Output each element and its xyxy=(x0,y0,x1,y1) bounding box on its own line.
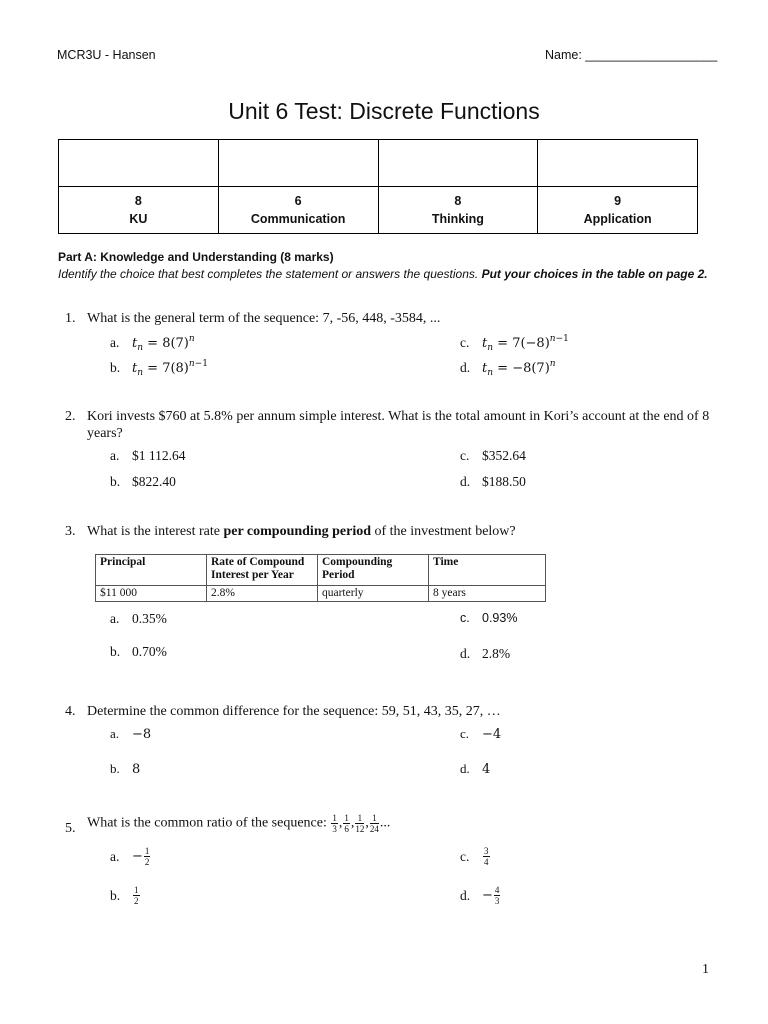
part-a-heading: Part A: Knowledge and Understanding (8 marks) xyxy=(58,250,334,264)
option-2c[interactable]: c. $352.64 xyxy=(460,448,526,463)
score-cell-ku[interactable] xyxy=(59,140,219,187)
header-cell: Rate of Compound Interest per Year xyxy=(207,555,318,586)
marks-cell: 8 KU xyxy=(59,187,219,234)
option-5d[interactable]: d. − $\frac{4}{3}$ xyxy=(460,885,500,906)
option-3d[interactable]: d. 2.8% xyxy=(460,646,511,661)
marks-cell: 6 Communication xyxy=(218,187,378,234)
option-1c[interactable]: c. $t_n = 7(-8)^{n-1}$ xyxy=(460,334,569,353)
header-cell: Compounding Period xyxy=(318,555,429,586)
score-cell-thinking[interactable] xyxy=(378,140,538,187)
option-5b[interactable]: b. $\frac{1}{2}$ xyxy=(110,885,139,906)
option-4c[interactable]: c. −4 xyxy=(460,726,502,742)
question-1-text: What is the general term of the sequence: 7, -56, 448, -3584, ... xyxy=(87,311,441,326)
table-cell: $11 000 xyxy=(96,586,207,602)
question-5-text: What is the common ratio of the sequence: $\frac{1}{3}$ , $\frac{1}{6}$ , $\frac{1}{12}$ , $\frac{1}{24}$ ... xyxy=(87,813,391,834)
option-5a[interactable]: a. − $\frac{1}{2}$ xyxy=(110,846,150,867)
part-a-instruction: Identify the choice that best completes the statement or answers the questions. Put your choices in the table on page 2. xyxy=(58,267,708,281)
marks-cell: 9 Application xyxy=(538,187,698,234)
header-cell: Time xyxy=(429,555,546,586)
table-cell: 8 years xyxy=(429,586,546,602)
option-3a[interactable]: a. 0.35% xyxy=(110,611,167,626)
option-2a[interactable]: a. $1 112.64 xyxy=(110,448,186,463)
question-3-text: What is the interest rate per compounding period of the investment below? xyxy=(87,524,516,539)
table-cell: quarterly xyxy=(318,586,429,602)
option-1b[interactable]: b. $t_n = 7(8)^{n-1}$ xyxy=(110,359,208,378)
question-4-text: Determine the common difference for the sequence: 59, 51, 43, 35, 27, … xyxy=(87,704,501,719)
option-2b[interactable]: b. $822.40 xyxy=(110,474,176,489)
option-4a[interactable]: a. −8 xyxy=(110,726,152,742)
page-title: Unit 6 Test: Discrete Functions xyxy=(228,98,540,124)
marks-table xyxy=(58,139,698,234)
option-1a[interactable]: a. $t_n = 8(7)^n$ xyxy=(110,334,195,353)
score-cell-communication[interactable] xyxy=(218,140,378,187)
score-cell-application[interactable] xyxy=(538,140,698,187)
option-2d[interactable]: d. $188.50 xyxy=(460,474,526,489)
course-label: MCR3U - Hansen xyxy=(57,48,156,62)
option-5c[interactable]: c. $\frac{3}{4}$ xyxy=(460,846,489,867)
marks-cell: 8 Thinking xyxy=(378,187,538,234)
option-1d[interactable]: d. $t_n = -8(7)^n$ xyxy=(460,359,556,378)
header-cell: Principal xyxy=(96,555,207,586)
option-4d[interactable]: d. 4 xyxy=(460,761,491,777)
part-a-intro xyxy=(58,250,708,281)
name-field-label: Name: ___________________ xyxy=(545,48,718,62)
page-number: 1 xyxy=(702,962,709,977)
option-3c[interactable]: c. 0.93% xyxy=(460,611,518,625)
option-3b[interactable]: b. 0.70% xyxy=(110,644,167,659)
option-4b[interactable]: b. 8 xyxy=(110,761,141,777)
table-cell: 2.8% xyxy=(207,586,318,602)
investment-table xyxy=(95,554,546,602)
question-2-text: Kori invests $760 at 5.8% per annum simple interest. What is the total amount in Kori’s account at the end of 8 years? xyxy=(87,409,710,441)
